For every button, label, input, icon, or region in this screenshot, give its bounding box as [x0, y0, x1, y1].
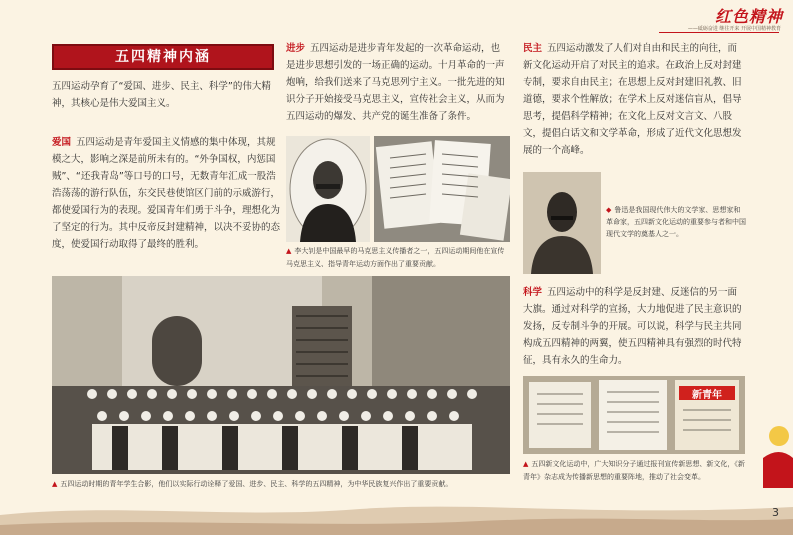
portrait-photo-right: [523, 172, 601, 274]
progress-label: 进步: [286, 43, 306, 54]
brand-title: 红色精神: [714, 7, 783, 26]
caption-group-text: 五四运动时期的青年学生合影，他们以实际行动诠释了爱国、进步、民主、科学的五四精神，为中华民族复兴作出了重要贡献。: [60, 480, 453, 488]
caption-marker-icon: ▲: [523, 460, 529, 468]
caption-marker-icon: ▲: [286, 247, 292, 255]
caption-bottom-right: [523, 458, 745, 484]
patriotism-text: 五四运动是青年爱国主义情感的集中体现，其规模之大，影响之深是前所未有的。“外争国权，内惩国贼”、“还我青岛”等口号的口号，无数青年汇成一股浩浩荡荡的游行队伍，东交民巷使馆区门前的示威游行，都使爱国行为的表现。爱国青年们勇于斗争，理想化为了坚定的行为。其中反帝反封建精神，以决不妥协的态度，使爱国行动取得了最终的胜利。: [52, 137, 281, 250]
caption-top-photos: [286, 245, 510, 271]
group-photo: [52, 276, 510, 474]
caption-portrait-right: [606, 204, 746, 240]
brand-subtitle: ——砥砺奋进 继往开来 开展中国精神教育: [687, 26, 781, 32]
group-photo-image: [52, 276, 510, 474]
section-title: 五四精神内涵: [52, 44, 274, 70]
patriotism-label: 爱国: [52, 137, 72, 148]
manuscripts-photo: [523, 376, 745, 454]
caption-marker-icon: ▲: [52, 480, 58, 488]
caption-bottom-right-text: 五四新文化运动中，广大知识分子通过报刊宣传新思想、新文化，《新青年》杂志成为传播新思想的重要阵地，推动了社会变革。: [523, 460, 745, 481]
progress-text: 五四运动是进步青年发起的一次革命运动，也是进步思想引发的一场正确的运动。十月革命的一声炮响，给我们送来了马克思列宁主义。一批先进的知识分子开始接受马克思主义，宣传社会主义，从而为五四运动的爆发、共产党的诞生准备了条件。: [286, 43, 505, 122]
patriotism-paragraph: [52, 134, 280, 253]
caption-top-text: 李大钊是中国最早的马克思主义传播者之一，五四运动期间他在宣传马克思主义、指导青年运动方面作出了重要贡献。: [286, 247, 505, 268]
caption-marker-icon: ◆: [606, 206, 612, 214]
science-text: 五四运动中的科学是反封建、反迷信的另一面大旗。通过对科学的宣扬，大力地促进了民主意识的发扬，反专制斗争的开展。可以说，科学与民主共同构成五四精神的两翼，使五四精神具有强烈的时代特征，具有永久的生命力。: [523, 287, 742, 366]
portrait-left-image: [286, 136, 370, 242]
democracy-text: 五四运动激发了人们对自由和民主的向往，而新文化运动开启了对民主的追求。在政治上反对封建专制，要求自由民主；在思想上反对封建旧礼教、旧道德，要求个性解放；在学术上反对迷信盲从，倡导思考，提倡科学精神；在文化上反对文言文、八股文，提倡白话文和文学革命，形成了近代文化思想发展的一个高峰。: [523, 43, 742, 156]
brand-divider: [659, 32, 779, 33]
progress-paragraph: [286, 40, 508, 125]
science-paragraph: [523, 284, 745, 369]
science-label: 科学: [523, 287, 543, 298]
page-number: 3: [772, 506, 779, 519]
great-wall-decoration: [0, 489, 793, 535]
intro-paragraph: [52, 78, 280, 112]
documents-photo: [374, 136, 510, 242]
documents-image: [374, 136, 510, 242]
magazine-title: 新青年: [692, 390, 722, 401]
portrait-right-image: [523, 172, 601, 274]
democracy-label: 民主: [523, 43, 543, 54]
democracy-paragraph: [523, 40, 745, 159]
portrait-photo-left: [286, 136, 370, 242]
intro-text: 五四运动孕育了“爱国、进步、民主、科学”的伟大精神，其核心是伟大爱国主义。: [52, 81, 271, 109]
emblem-decoration: [753, 418, 793, 488]
caption-portrait-right-text: 鲁迅是我国现代伟大的文学家、思想家和革命家，五四新文化运动的重要参与者和中国现代文学的奠基人之一。: [606, 206, 746, 238]
